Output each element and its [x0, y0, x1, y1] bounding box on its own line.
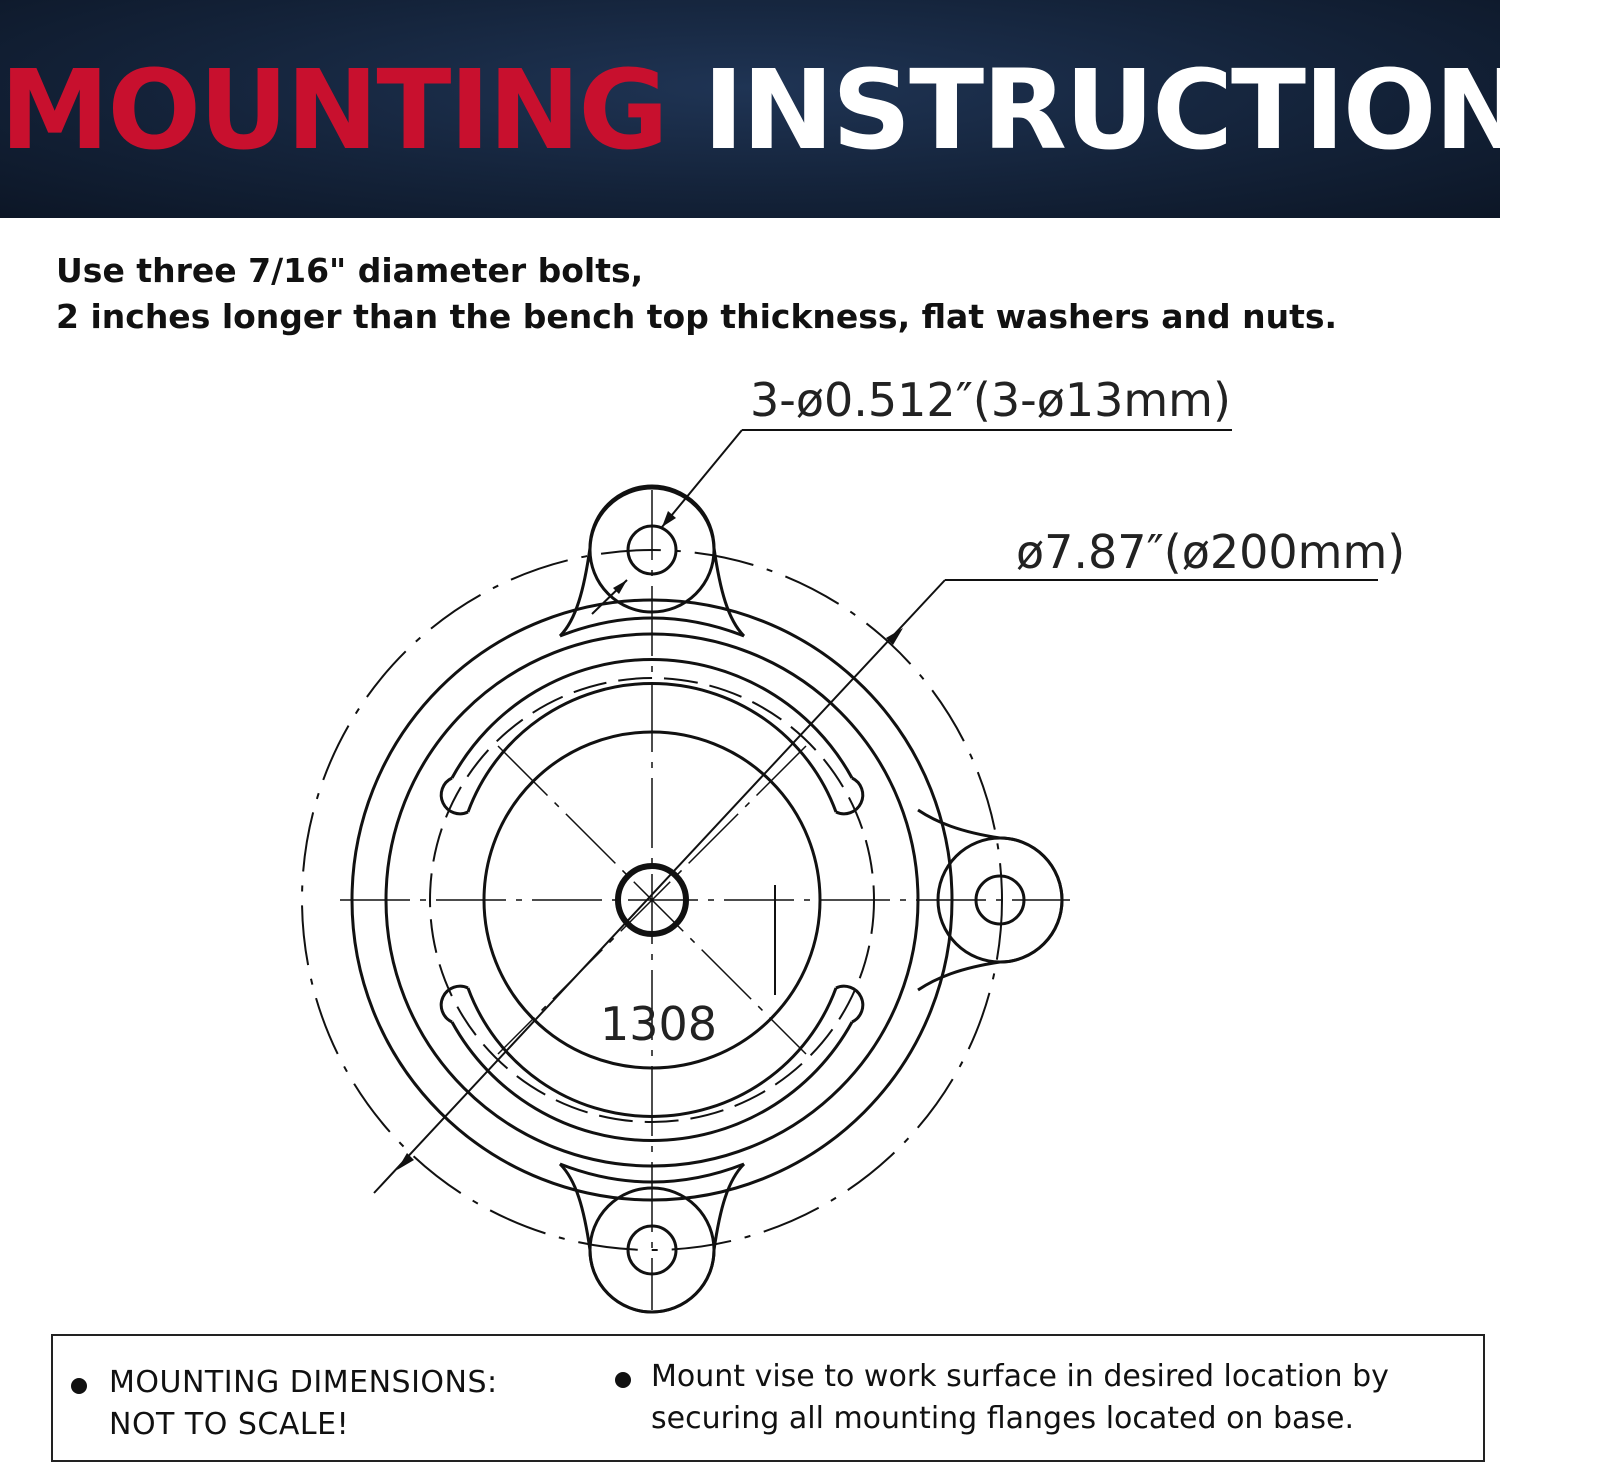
note-right-line-2: securing all mounting flanges located on base. — [651, 1401, 1355, 1436]
note-left-line-2: NOT TO SCALE! — [109, 1407, 350, 1442]
notes-box — [51, 1334, 1485, 1462]
note-scale-warning — [109, 1362, 498, 1446]
bc-dim-arrow-bottom — [397, 1153, 414, 1170]
intro-text — [56, 248, 1337, 340]
note-left-line-1: MOUNTING DIMENSIONS: — [109, 1365, 498, 1400]
center-lines — [340, 490, 1070, 1310]
hole-dimension-label: 3-ø0.512″(3-ø13mm) — [750, 373, 1231, 427]
note-right-line-1: Mount vise to work surface in desired location by — [651, 1359, 1389, 1394]
header-banner — [0, 0, 1602, 218]
mounting-diagram — [0, 360, 1500, 1320]
bolt-circle-dimension-label: ø7.87″(ø200mm) — [1016, 525, 1406, 579]
note-mount-instructions — [651, 1356, 1389, 1440]
bullet-icon — [615, 1372, 631, 1388]
bullet-icon — [71, 1378, 87, 1394]
page-title — [0, 40, 1602, 180]
intro-line-2: 2 inches longer than the bench top thickness, flat washers and nuts. — [56, 297, 1338, 336]
title-mounting: MOUNTING — [0, 46, 667, 174]
intro-line-1: Use three 7/16" diameter bolts, — [56, 251, 644, 290]
title-instructions: INSTRUCTIONS — [702, 46, 1602, 174]
bc-dim-leader — [374, 580, 945, 1193]
model-number-label: 1308 — [600, 997, 718, 1051]
